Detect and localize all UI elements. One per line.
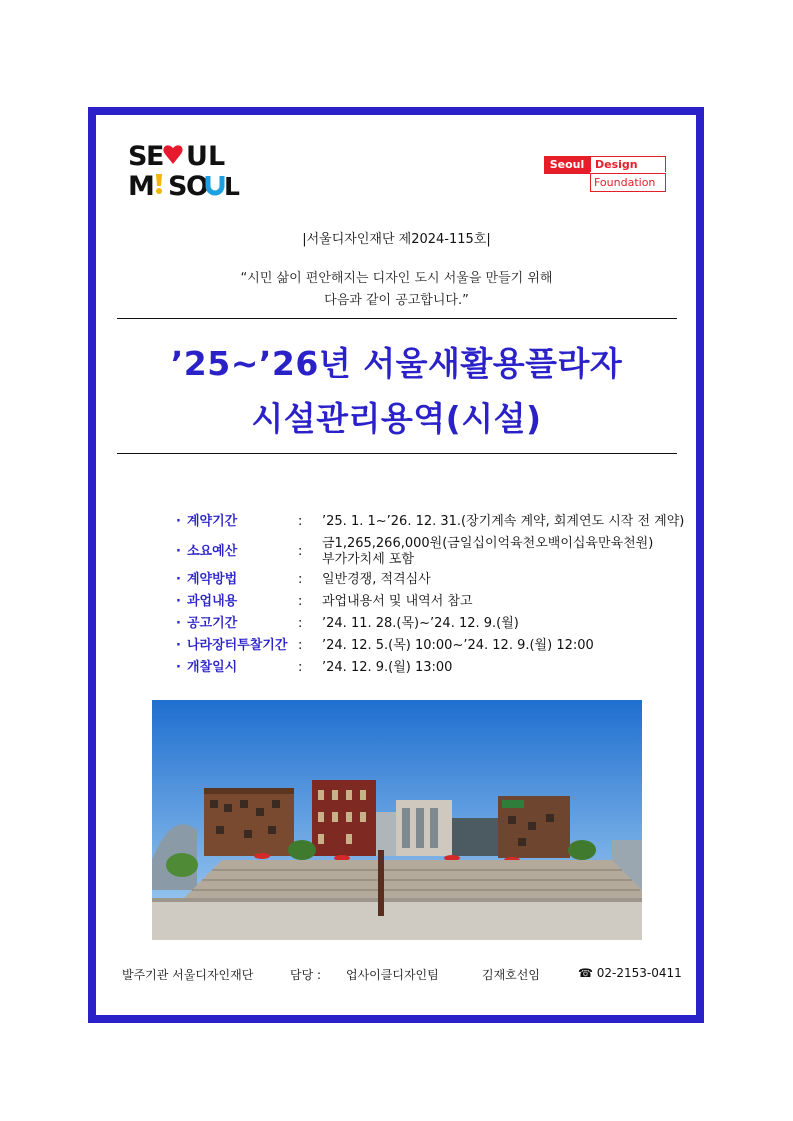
- bullet: ·: [176, 594, 181, 609]
- divider-top: [117, 318, 677, 319]
- info-value-line-1: 금1,265,266,000원(금일십이억육천오백이십육만육천원): [322, 536, 654, 551]
- info-row-task-content: [176, 594, 686, 610]
- sdf-logo-foundation: Foundation: [590, 173, 666, 192]
- building-photo: [152, 700, 642, 940]
- info-value: ’24. 11. 28.(목)~’24. 12. 9.(월): [322, 616, 519, 631]
- page-title-line-2: 시설관리용역(시설): [251, 399, 542, 438]
- sdf-logo-design: Design: [590, 156, 666, 172]
- bullet: ·: [176, 638, 181, 653]
- info-colon: :: [298, 660, 303, 675]
- svg-text:M: M: [128, 171, 155, 202]
- info-value: 과업내용서 및 내역서 참고: [322, 594, 473, 609]
- page-title-line-1: ’25~’26년 서울새활용플라자: [170, 344, 623, 383]
- info-key: 계약기간: [186, 514, 238, 529]
- footer-client: 발주기관 서울디자인재단: [122, 968, 254, 982]
- info-colon: :: [298, 572, 303, 587]
- intro-text: [0, 268, 793, 312]
- svg-text:E: E: [146, 141, 165, 172]
- info-value-line-2: 부가가치세 포함: [322, 552, 415, 567]
- info-row-notice-period: [176, 616, 686, 632]
- info-key: 나라장터투찰기간: [186, 638, 288, 653]
- info-list: [176, 514, 686, 682]
- info-value: ’24. 12. 5.(목) 10:00~’24. 12. 9.(월) 12:00: [322, 638, 594, 653]
- seoul-my-soul-logo: [128, 140, 240, 202]
- info-colon: :: [298, 544, 303, 559]
- svg-text:O: O: [186, 171, 209, 202]
- info-row-contract-period: [176, 514, 686, 530]
- info-value: ’25. 1. 1~’26. 12. 31.(장기계속 계약, 회계연도 시작 전 계약): [322, 514, 685, 529]
- info-row-contract-method: [176, 572, 686, 588]
- intro-line-1: “시민 삶이 편안해지는 디자인 도시 서울을 만들기 위해: [240, 271, 553, 286]
- footer-team: 업사이클디자인팀: [346, 968, 439, 982]
- svg-text:U: U: [186, 141, 208, 172]
- info-colon: :: [298, 638, 303, 653]
- svg-text:S: S: [128, 141, 148, 172]
- svg-text:L: L: [224, 172, 240, 201]
- footer-contact-label: 담당 :: [290, 968, 322, 982]
- intro-line-2: 다음과 같이 공고합니다.”: [324, 293, 469, 308]
- info-key: 소요예산: [186, 544, 238, 559]
- divider-bottom: [117, 453, 677, 454]
- info-key: 계약방법: [186, 572, 238, 587]
- info-key: 개찰일시: [186, 660, 238, 675]
- info-value: ’24. 12. 9.(월) 13:00: [322, 660, 453, 675]
- svg-text:S: S: [168, 171, 188, 202]
- seoul-design-foundation-logo: [544, 156, 668, 192]
- info-colon: :: [298, 594, 303, 609]
- bullet: ·: [176, 514, 181, 529]
- bullet: ·: [176, 660, 181, 675]
- sdf-logo-seoul: Seoul: [544, 156, 590, 174]
- info-row-budget: [176, 536, 686, 568]
- info-colon: :: [298, 616, 303, 631]
- bullet: ·: [176, 544, 181, 559]
- bullet: ·: [176, 572, 181, 587]
- bullet: ·: [176, 616, 181, 631]
- footer-phone: ☎ 02-2153-0411: [578, 966, 682, 980]
- info-value: 일반경쟁, 적격심사: [322, 572, 431, 587]
- info-value: [322, 536, 686, 568]
- info-key: 공고기간: [186, 616, 238, 631]
- notice-number: |서울디자인재단 제2024-115호|: [302, 232, 491, 247]
- info-colon: :: [298, 514, 303, 529]
- info-row-opening-date: [176, 660, 686, 676]
- info-key: 과업내용: [186, 594, 238, 609]
- footer-person: 김재호선임: [482, 968, 540, 982]
- svg-text:L: L: [208, 141, 226, 172]
- info-row-bidding-period: [176, 638, 686, 654]
